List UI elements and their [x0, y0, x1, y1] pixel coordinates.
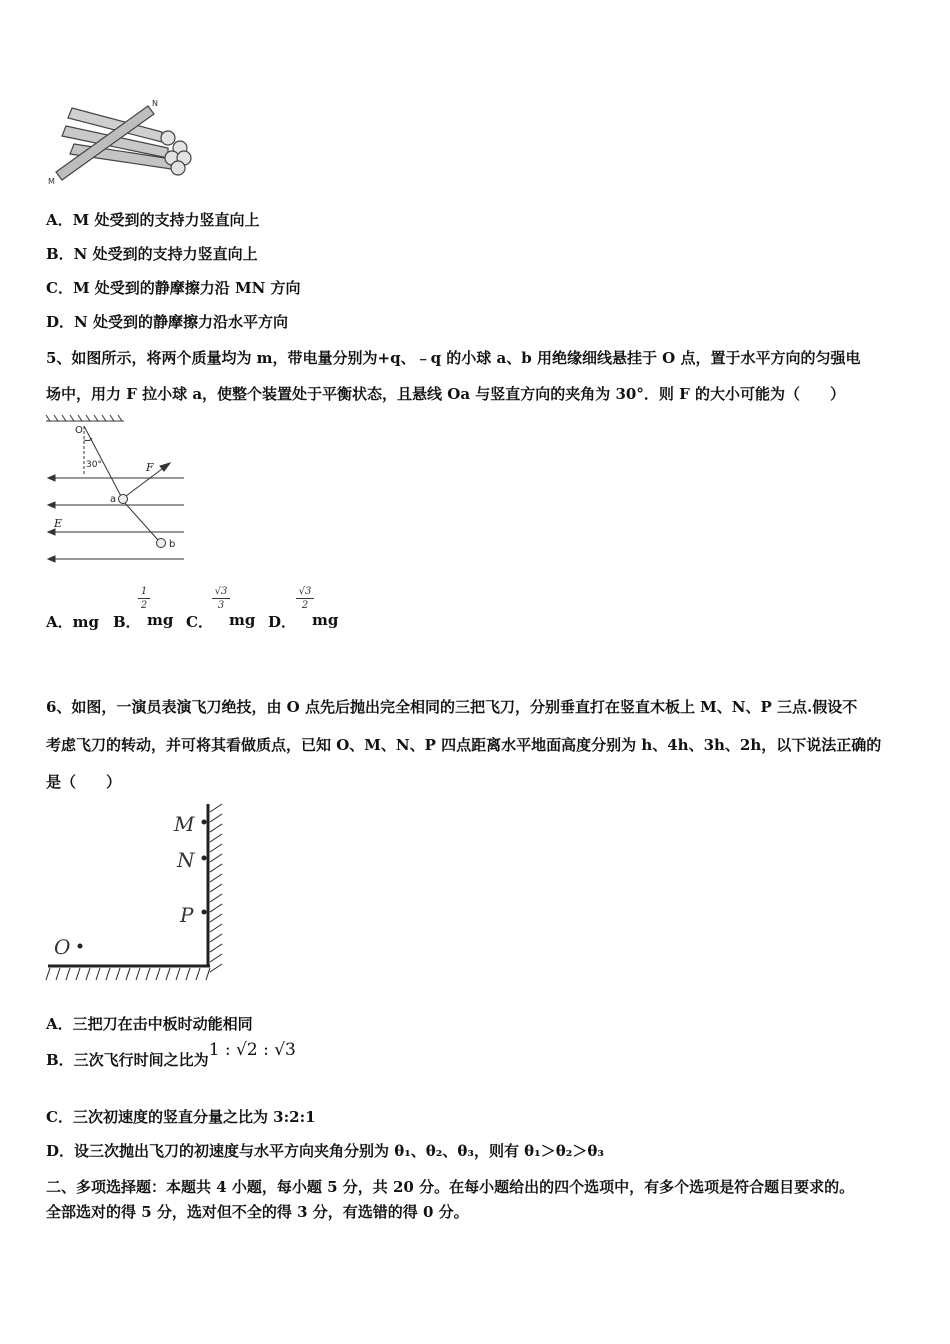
q5-label-f: F: [146, 461, 154, 474]
q5-option-b-unit: mg: [147, 611, 174, 629]
q6-label-o: O: [54, 935, 71, 959]
q4-option-a: A．M 处受到的支持力竖直向上: [46, 211, 260, 229]
q5-option-a: A．mg: [46, 613, 99, 631]
q4-label-n: N: [152, 99, 158, 108]
q5-label-angle: 30°: [86, 460, 102, 470]
q6-option-a: A．三把刀在击中板时动能相同: [46, 1015, 253, 1033]
q5-option-c-fraction: [212, 586, 230, 611]
q6-stem-line1: 6、如图，一演员表演飞刀绝技，由 O 点先后抛出完全相同的三把飞刀，分别垂直打在竖直木板上 M、N、P 三点.假设不: [46, 698, 858, 716]
q5-option-d-fraction: [296, 586, 314, 611]
q6-wall-figure: [44, 798, 234, 984]
q5-option-d-unit: mg: [312, 611, 339, 629]
q5-option-c-prefix: C．: [186, 613, 213, 631]
q5-label-e: E: [54, 517, 63, 530]
q6-option-c: C．三次初速度的竖直分量之比为 3:2:1: [46, 1108, 316, 1126]
q4-option-b: B．N 处受到的支持力竖直向上: [46, 245, 258, 263]
q5-option-c-unit: mg: [229, 611, 256, 629]
q5-option-b-fraction: [138, 586, 150, 611]
q5-option-d-prefix: D．: [268, 613, 297, 631]
q6-option-b: [46, 1040, 296, 1070]
q6-label-p: P: [180, 903, 194, 927]
section2-line1: 二、多项选择题：本题共 4 小题，每小题 5 分，共 20 分。在每小题给出的四个选项中，有多个选项是符合题目要求的。: [46, 1178, 855, 1196]
q6-option-d: D．设三次抛出飞刀的初速度与水平方向夹角分别为 θ₁、θ₂、θ₃，则有 θ₁＞θ₂＞θ₃: [46, 1142, 604, 1160]
q5-stem-line1: 5、如图所示，将两个质量均为 m，带电量分别为+q、﹣q 的小球 a、b 用绝缘细线悬挂于 O 点，置于水平方向的匀强电: [46, 349, 861, 367]
q5-label-a: a: [110, 494, 117, 505]
q5-d-num: √3: [298, 586, 312, 597]
q5-label-o: O: [75, 425, 83, 436]
q6-label-n: N: [177, 848, 195, 872]
q4-logs-figure: [44, 96, 204, 188]
q5-b-den: 2: [140, 600, 148, 611]
q5-label-b: b: [169, 539, 176, 550]
section2-line2: 全部选对的得 5 分，选对但不全的得 3 分，有选错的得 0 分。: [46, 1203, 469, 1221]
q5-c-den: 3: [217, 600, 225, 611]
q5-b-num: 1: [140, 586, 148, 597]
q6-option-b-math: 1 : √2 : √3: [208, 1040, 296, 1060]
q4-label-m: M: [48, 177, 55, 186]
q5-stem-line2: 场中，用力 F 拉小球 a，使整个装置处于平衡状态，且悬线 Oa 与竖直方向的夹角为 30°．则 F 的大小可能为（ ）: [46, 385, 845, 403]
q5-field-figure: [44, 414, 194, 566]
q6-label-m: M: [174, 812, 195, 836]
q5-c-num: √3: [214, 586, 228, 597]
q6-option-b-text: B．三次飞行时间之比为: [46, 1051, 209, 1069]
q6-stem-line2: 考虑飞刀的转动，并可将其看做质点，已知 O、M、N、P 四点距离水平地面高度分别为 h、4h、3h、2h，以下说法正确的: [46, 736, 882, 754]
q5-option-b-prefix: B．: [113, 613, 141, 631]
q4-option-d: D．N 处受到的静摩擦力沿水平方向: [46, 313, 288, 331]
q5-d-den: 2: [301, 600, 309, 611]
q4-option-c: C．M 处受到的静摩擦力沿 MN 方向: [46, 279, 301, 297]
q6-stem-line3: 是（ ）: [46, 773, 122, 791]
